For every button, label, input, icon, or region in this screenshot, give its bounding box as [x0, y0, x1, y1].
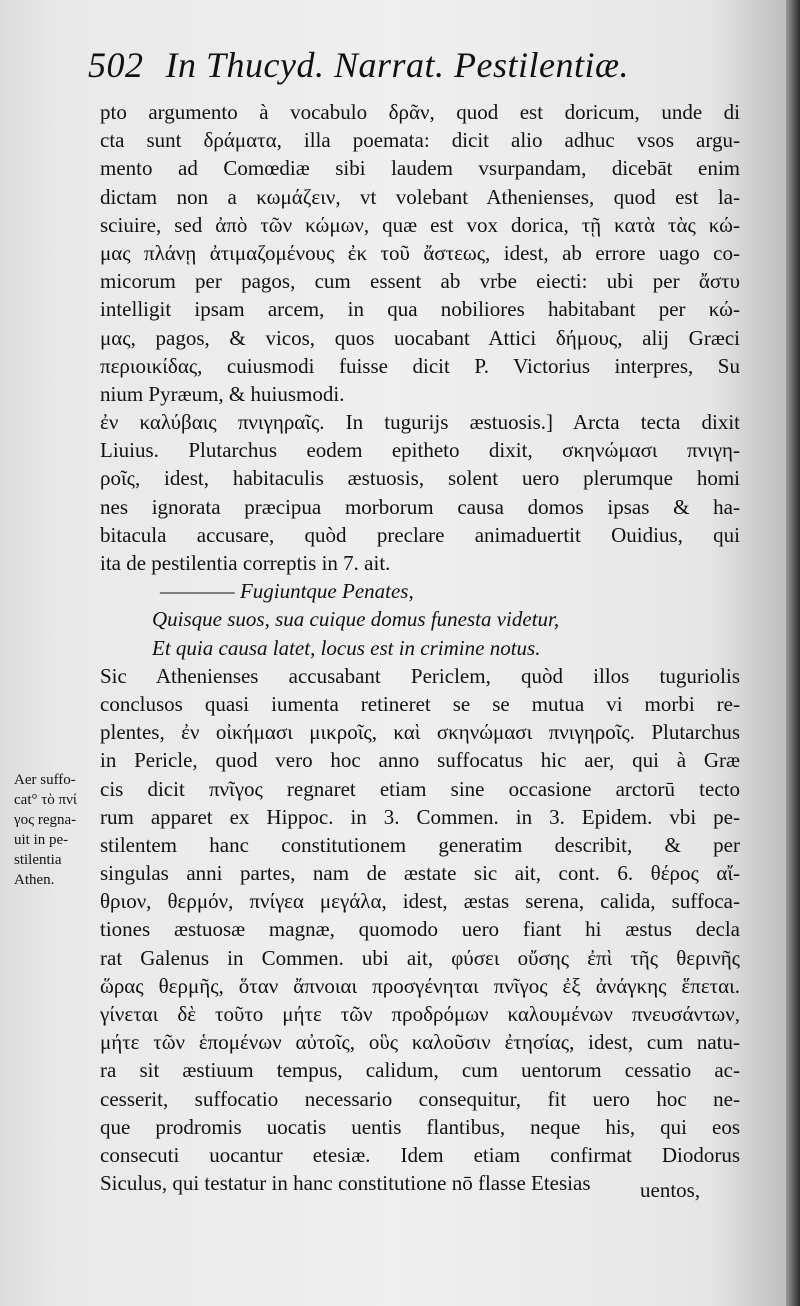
text-line: in Pericle, quod vero hoc anno suffocatus hic aer, qui à Græ — [100, 748, 740, 773]
marginal-note-line: γος regna- — [14, 812, 77, 828]
text-line: γίνεται δὲ τοῦτο μήτε τῶν προδρόμων καλουμένων πνευσάντων, — [100, 1002, 740, 1026]
text-line: consecuti uocantur etesiæ. Idem etiam confirmat Diodorus — [100, 1142, 740, 1167]
verse-line: Et quia causa latet, locus est in crimine notus. — [152, 635, 541, 660]
text-line: cis dicit πνῖγος regnaret etiam sine occasione arctorū tecto — [100, 776, 740, 801]
text-line: μας, pagos, & vicos, quos uocabant Attici δήμους, alij Græci — [100, 325, 740, 350]
text-line: stilentem hanc constitutionem generatim describit, & per — [100, 832, 740, 857]
text-line: que prodromis uocatis uentis flantibus, neque his, qui eos — [100, 1114, 740, 1139]
text-line: ra sit æstiuum tempus, calidum, cum uentorum cessatio ac- — [100, 1058, 740, 1083]
text-line: περιοικίδας, cuiusmodi fuisse dicit P. Victorius interpres, Su — [100, 353, 740, 378]
text-line: ὥρας θερμῆς, ὅταν ἄπνοιαι προσγένηται πνῖγος ἐξ ἀνάγκης ἕπεται. — [100, 973, 740, 998]
text-line: intelligit ipsam arcem, in qua nobiliores habitabant per κώ- — [100, 297, 740, 322]
text-line: tiones æstuosæ magnæ, quomodo uero fiant hi æstus decla — [100, 917, 740, 942]
text-line: conclusos quasi iumenta retineret se se mutua vi morbi re- — [100, 691, 740, 716]
marginal-note-line: Aer suffo- — [14, 772, 76, 788]
text-line: singulas anni partes, nam de æstate sic ait, cont. 6. θέρος αἴ- — [100, 861, 740, 886]
text-line: ita de pestilentia correptis in 7. ait. — [100, 551, 391, 575]
text-line: nes ignorata præcipua morborum causa domos ipsas & ha- — [100, 494, 740, 519]
text-line: sciuire, sed ἀπὸ τῶν κώμων, quæ est vox dorica, τῇ κατὰ τὰς κώ- — [100, 212, 740, 237]
running-title: In Thucyd. Narrat. Pestilentiæ. — [165, 45, 629, 85]
text-line: Sic Athenienses accusabant Periclem, quòd illos tuguriolis — [100, 663, 740, 688]
catchword: uentos, — [640, 1178, 701, 1202]
verse-line: Quisque suos, sua cuique domus funesta videtur, — [152, 607, 560, 632]
text-line: ροῖς, idest, habitaculis æstuosis, solent uero plerumque homi — [100, 466, 740, 491]
marginal-note-line: cat° τὸ πνί — [14, 792, 77, 808]
marginal-note-line: stilentia — [14, 852, 62, 868]
main-text — [100, 98, 740, 1197]
text-line: Liuius. Plutarchus eodem epitheto dixit, σκηνώμασι πνιγη- — [100, 438, 740, 463]
text-line: micorum per pagos, cum essent ab vrbe eiecti: ubi per ἄστυ — [100, 269, 740, 294]
text-line: pto argumento à vocabulo δρᾶν, quod est doricum, unde di — [100, 100, 740, 124]
text-line: rat Galenus in Commen. ubi ait, φύσει οὔσης ἐπὶ τῆς θερινῆς — [100, 945, 740, 970]
text-line: cta sunt δράματα, illa poemata: dicit alio adhuc vsos argu- — [100, 128, 740, 153]
text-line: plentes, ἐν οἰκήμασι μικροῖς, καὶ σκηνώμασι πνιγηροῖς. Plutarchus — [100, 720, 740, 745]
text-line: μας πλάνῃ ἀτιμαζομένους ἐκ τοῦ ἄστεως, idest, ab errore uago co- — [100, 240, 740, 265]
book-spine-shadow — [786, 0, 800, 1306]
text-line: ἐν καλύβαις πνιγηραῖς. In tugurijs æstuosis.] Arcta tecta dixit — [100, 410, 740, 435]
text-line: μήτε τῶν ἑπομένων αὐτοῖς, οὓς καλοῦσιν ἐτησίας, idest, cum natu- — [100, 1030, 740, 1055]
text-line: bitacula accusare, quòd preclare animaduertit Ouidius, qui — [100, 522, 740, 547]
marginal-note — [14, 770, 96, 890]
marginal-note-line: Athen. — [14, 872, 55, 888]
running-header — [88, 44, 688, 94]
text-line: nium Pyræum, & huiusmodi. — [100, 381, 345, 406]
verse-line: ———— Fugiuntque Penates, — [160, 579, 414, 604]
marginal-note-line: uit in pe- — [14, 832, 69, 848]
page-number: 502 — [88, 45, 144, 85]
text-line: mento ad Comœdiæ sibi laudem vsurpandam, dicebāt enim — [100, 156, 740, 181]
text-line: Siculus, qui testatur in hanc constitutione nō flasse Etesias — [100, 1171, 591, 1196]
text-line: dictam non a κωμάζειν, vt volebant Athenienses, quod est la- — [100, 184, 740, 209]
text-line: rum apparet ex Hippoc. in 3. Commen. in 3. Epidem. vbi pe- — [100, 804, 740, 829]
text-line: cesserit, suffocatio necessario consequitur, fit uero hoc ne- — [100, 1086, 740, 1111]
text-line: θριον, θερμόν, πνίγεα μεγάλα, idest, æstas serena, calida, suffoca- — [100, 889, 740, 914]
